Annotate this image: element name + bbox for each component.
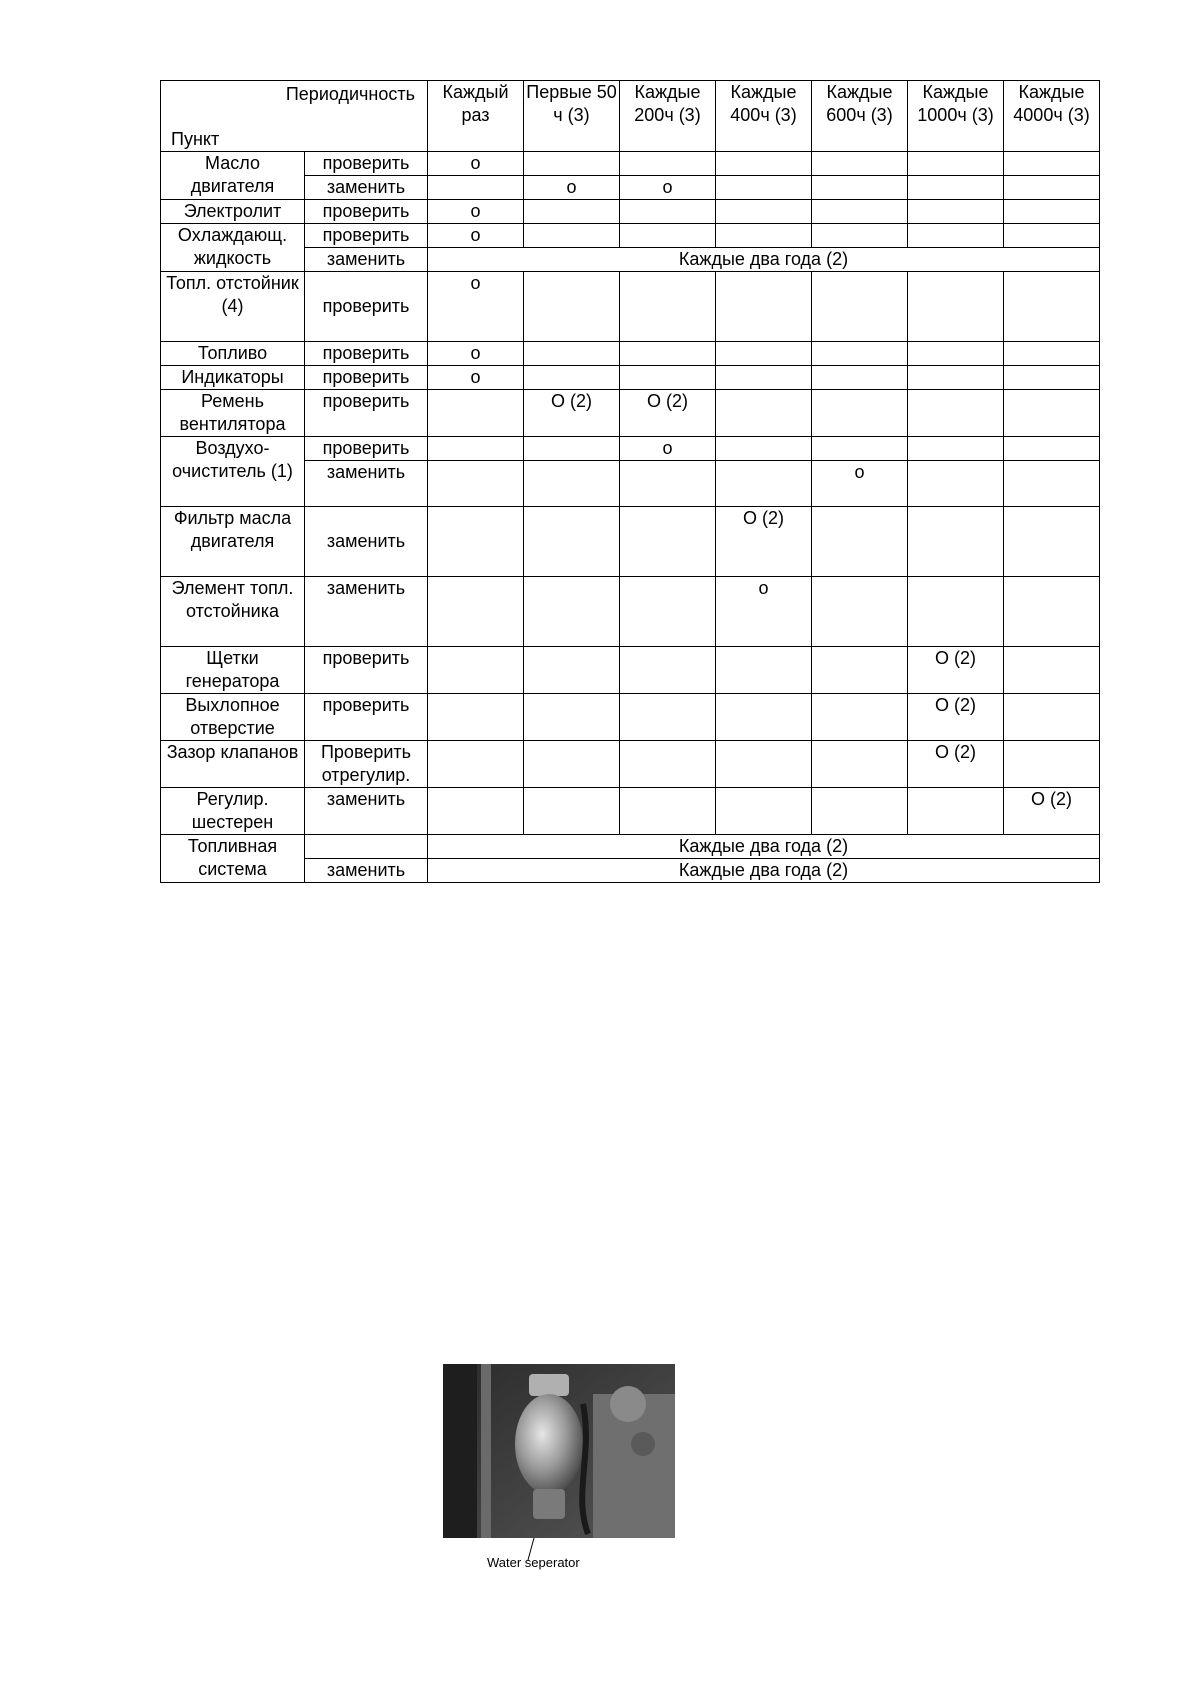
figure-caption: Water seperator bbox=[487, 1555, 580, 1570]
item-cell: Фильтр масла двигателя bbox=[161, 507, 305, 577]
header-corner-cell bbox=[161, 81, 428, 152]
mark-cell: O (2) bbox=[1004, 788, 1100, 835]
table-row bbox=[161, 390, 1100, 437]
item-cell: Зазор клапанов bbox=[161, 741, 305, 788]
mark-cell: o bbox=[428, 200, 524, 224]
span-note: Каждые два года (2) bbox=[428, 859, 1100, 883]
table-row bbox=[161, 224, 1100, 248]
item-cell: Охлаждающ. жидкость bbox=[161, 224, 305, 272]
mark-cell: o bbox=[524, 176, 620, 200]
item-cell: Ремень вентилятора bbox=[161, 390, 305, 437]
interval-header: Каждые 1000ч (3) bbox=[908, 81, 1004, 152]
action-cell: проверить bbox=[305, 152, 428, 176]
item-cell: Электролит bbox=[161, 200, 305, 224]
action-cell: проверить bbox=[305, 694, 428, 741]
item-cell: Регулир. шестерен bbox=[161, 788, 305, 835]
mark-cell: o bbox=[428, 272, 524, 342]
header-row bbox=[161, 81, 1100, 152]
table-row bbox=[161, 835, 1100, 859]
mark-cell: O (2) bbox=[908, 647, 1004, 694]
mark-cell: o bbox=[812, 461, 908, 507]
item-cell: Индикаторы bbox=[161, 366, 305, 390]
mark-cell: o bbox=[620, 437, 716, 461]
item-cell: Масло двигателя bbox=[161, 152, 305, 200]
action-cell: проверить bbox=[305, 200, 428, 224]
item-cell: Топливная система bbox=[161, 835, 305, 883]
item-cell: Топл. отстойник (4) bbox=[161, 272, 305, 342]
mark-cell: o bbox=[428, 152, 524, 176]
span-note: Каждые два года (2) bbox=[428, 248, 1100, 272]
interval-header: Каждые 200ч (3) bbox=[620, 81, 716, 152]
mark-cell: O (2) bbox=[620, 390, 716, 437]
interval-header: Каждые 400ч (3) bbox=[716, 81, 812, 152]
interval-header: Каждые 4000ч (3) bbox=[1004, 81, 1100, 152]
action-cell: заменить bbox=[305, 507, 428, 577]
table-row bbox=[161, 647, 1100, 694]
periodicity-label: Периодичность bbox=[285, 84, 415, 104]
action-cell: проверить bbox=[305, 272, 428, 342]
mark-cell: O (2) bbox=[908, 694, 1004, 741]
action-cell: Проверить отрегулир. bbox=[305, 741, 428, 788]
mark-cell: o bbox=[620, 176, 716, 200]
mark-cell: O (2) bbox=[524, 390, 620, 437]
action-cell: проверить bbox=[305, 437, 428, 461]
interval-header: Каждый раз bbox=[428, 81, 524, 152]
table-row bbox=[161, 272, 1100, 342]
table-row bbox=[161, 200, 1100, 224]
item-cell: Выхлопное отверстие bbox=[161, 694, 305, 741]
action-cell: заменить bbox=[305, 461, 428, 507]
mark-cell: o bbox=[428, 342, 524, 366]
action-cell: заменить bbox=[305, 859, 428, 883]
interval-header: Первые 50 ч (3) bbox=[524, 81, 620, 152]
action-cell: заменить bbox=[305, 788, 428, 835]
interval-header: Каждые 600ч (3) bbox=[812, 81, 908, 152]
table-row bbox=[161, 694, 1100, 741]
item-label: Пункт bbox=[171, 129, 220, 149]
maintenance-schedule-table bbox=[160, 80, 1100, 883]
mark-cell: O (2) bbox=[716, 507, 812, 577]
table-row bbox=[161, 788, 1100, 835]
action-cell: проверить bbox=[305, 224, 428, 248]
table-row bbox=[161, 577, 1100, 647]
mark-cell: o bbox=[428, 224, 524, 248]
action-cell: заменить bbox=[305, 176, 428, 200]
table-row bbox=[161, 437, 1100, 461]
mark-cell: o bbox=[428, 366, 524, 390]
action-cell: проверить bbox=[305, 342, 428, 366]
mark-cell: o bbox=[716, 577, 812, 647]
item-cell: Воздухо-очиститель (1) bbox=[161, 437, 305, 507]
water-separator-photo bbox=[443, 1364, 675, 1538]
table-row bbox=[161, 366, 1100, 390]
table-row bbox=[161, 152, 1100, 176]
table-row bbox=[161, 342, 1100, 366]
mark-cell: O (2) bbox=[908, 741, 1004, 788]
action-cell: заменить bbox=[305, 248, 428, 272]
table-row bbox=[161, 741, 1100, 788]
item-cell: Топливо bbox=[161, 342, 305, 366]
action-cell: заменить bbox=[305, 577, 428, 647]
span-note: Каждые два года (2) bbox=[428, 835, 1100, 859]
item-cell: Элемент топл. отстойника bbox=[161, 577, 305, 647]
action-cell: проверить bbox=[305, 647, 428, 694]
action-cell: проверить bbox=[305, 366, 428, 390]
item-cell: Щетки генератора bbox=[161, 647, 305, 694]
action-cell: проверить bbox=[305, 390, 428, 437]
table-row bbox=[161, 507, 1100, 577]
